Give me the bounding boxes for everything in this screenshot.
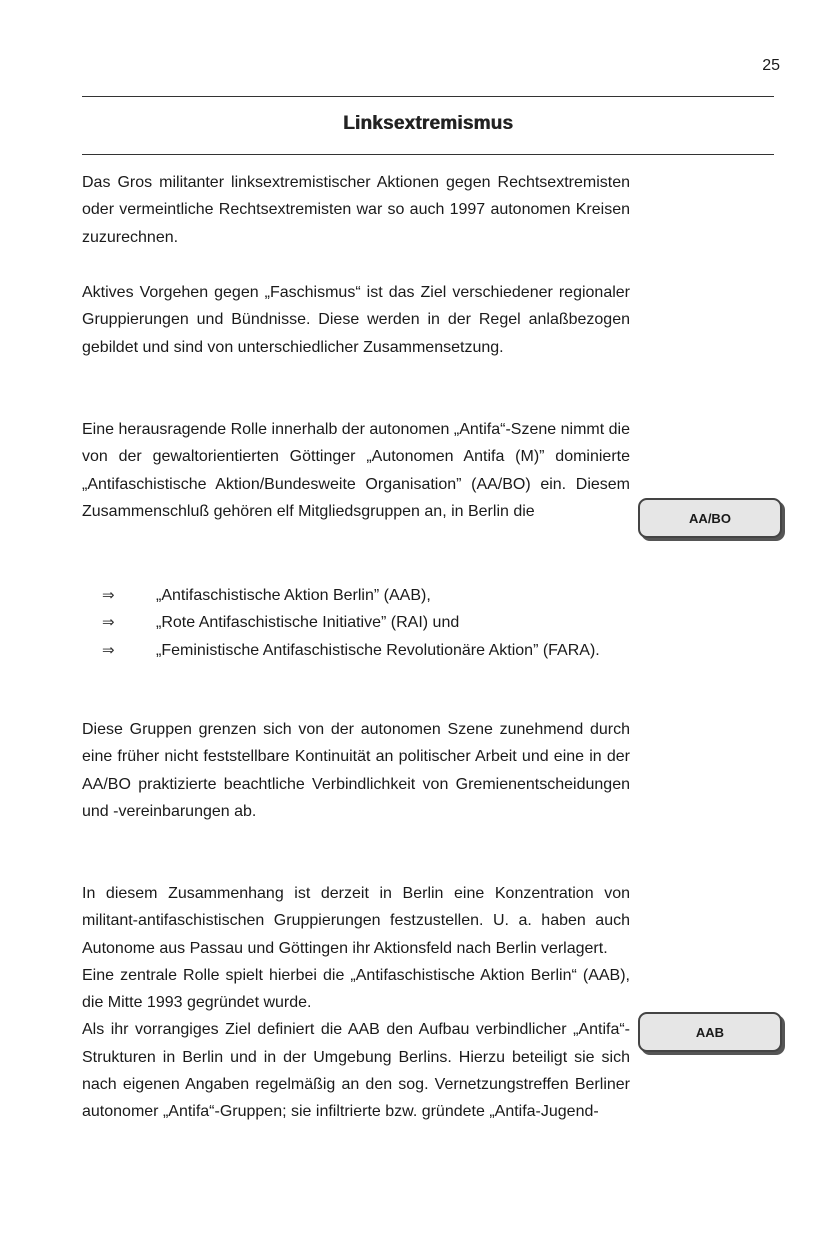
paragraph-2-text: Aktives Vorgehen gegen „Faschismus“ ist das Ziel verschiedener regionaler Gruppierungen und Bündnisse. Diese werden in der Regel anlaßbezogen gebildet und sind von unterschiedlicher Zusammensetzung.	[82, 284, 630, 356]
arrow-right-icon: ⇒	[102, 587, 115, 604]
list-item	[82, 582, 630, 609]
list-item-text: „Antifaschistische Aktion Berlin” (AAB),	[156, 587, 431, 604]
list-item-text: „Rote Antifaschistische Initiative” (RAI) und	[156, 614, 460, 632]
paragraph-3	[82, 416, 630, 525]
paragraph-4	[82, 716, 630, 825]
paragraph-5b-text: Eine zentrale Rolle spielt hierbei die „Antifaschistische Aktion Berlin“ (AAB), die Mitte 1993 gegründet wurde.	[82, 966, 630, 1012]
paragraph-3-text: Eine herausragende Rolle innerhalb der autonomen „Antifa“-Szene nimmt die von der gewaltorientierten Göttinger „Autonomen Antifa (M)” dominierte „Antifaschistische Aktion/Bundesweite Organisation” (AA/BO) ein. Diesem Zusammenschluß gehören elf Mitgliedsgruppen an, in Berlin die	[82, 421, 630, 520]
arrow-right-icon: ⇒	[102, 614, 115, 632]
header-rule-bottom	[82, 154, 774, 155]
list-item	[82, 637, 630, 664]
margin-tag-aabo: AA/BO	[638, 498, 782, 538]
paragraph-1-text: Das Gros militanter linksextremistischer Aktionen gegen Rechtsextremisten oder vermeintliche Rechtsextremisten war so auch 1997 autonomen Kreisen zuzurechnen.	[82, 174, 630, 246]
header-rule-top	[82, 96, 774, 97]
section-title: Linksextremismus	[342, 113, 514, 134]
margin-tag-aab: AAB	[638, 1012, 782, 1052]
page-number: 25	[762, 57, 780, 74]
list-item-text: „Feministische Antifaschistische Revolutionäre Aktion” (FARA).	[156, 641, 600, 659]
paragraph-5a-text: In diesem Zusammenhang ist derzeit in Berlin eine Konzentration von militant-antifaschistischen Gruppierungen festzustellen. U. a. haben auch Autonome aus Passau und Göttingen ihr Aktionsfeld nach Berlin verlagert.	[82, 885, 630, 957]
paragraph-4-text: Diese Gruppen grenzen sich von der autonomen Szene zunehmend durch eine früher nicht feststellbare Kontinuität an politischer Arbeit und eine in der AA/BO praktizierte beachtliche Verbindlichkeit von Gremienentscheidungen und -vereinbarungen ab.	[82, 721, 630, 820]
list-item	[82, 609, 630, 636]
paragraph-1	[82, 169, 630, 251]
paragraph-5	[82, 880, 630, 1126]
arrow-right-icon: ⇒	[102, 641, 115, 659]
paragraph-2	[82, 279, 630, 361]
paragraph-5c-text: Als ihr vorrangiges Ziel definiert die AAB den Aufbau verbindlicher „Antifa“-Strukturen in Berlin und in der Umgebung Berlins. Hierzu beteiligt sie sich nach eigenen Angaben regelmäßig an den sog. Vernetzungstreffen Berliner autonomer „Antifa“-Gruppen; sie infiltrierte bzw. gründete „Antifa-Jugend-	[82, 1021, 630, 1121]
group-list	[82, 582, 630, 664]
